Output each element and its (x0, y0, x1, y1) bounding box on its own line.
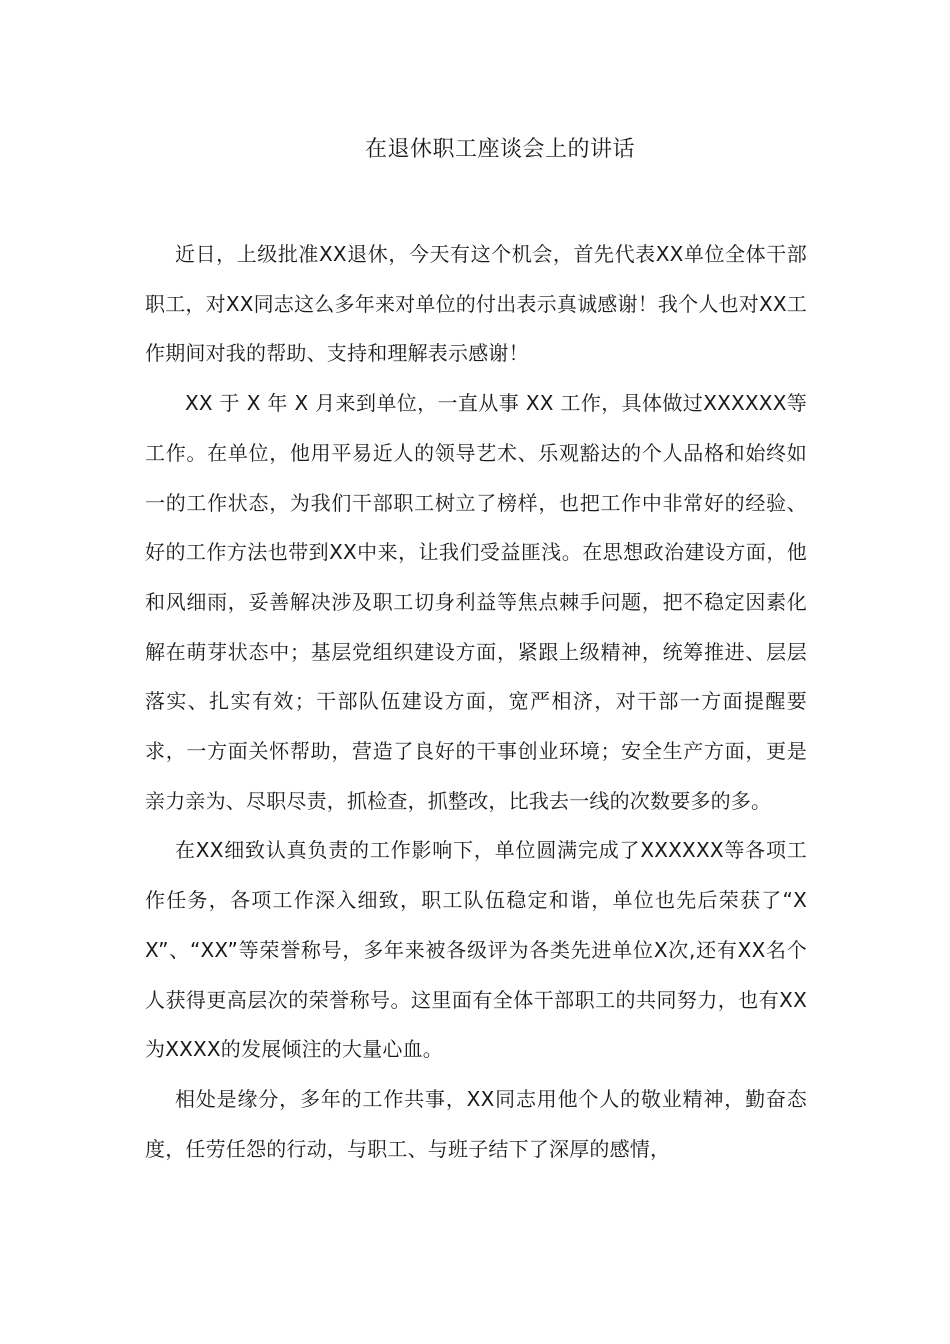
paragraph-1: 近日，上级批准XX退休，今天有这个机会，首先代表XX单位全体干部职工，对XX同志这么多年来对单位的付出表示真诚感谢！我个人也对XX工作期间对我的帮助、支持和理解表示感谢！ (145, 242, 807, 366)
paragraph-2: XX 于 X 年 X 月来到单位，一直从事 XX 工作，具体做过XXXXXX等工作。在单位，他用平易近人的领导艺术、乐观豁达的个人品格和始终如一的工作状态，为我们干部职工树立了榜样，也把工作中非常好的经验、好的工作方法也带到XX中来，让我们受益匪浅。在思想政治建设方面，他和风细雨，妥善解决涉及职工切身利益等焦点棘手问题，把不稳定因素化解在萌芽状态中；基层党组织建设方面，紧跟上级精神，统筹推进、层层落实、扎实有效；干部队伍建设方面，宽严相济，对干部一方面提醒要求，一方面关怀帮助，营造了良好的干事创业环境；安全生产方面，更是亲力亲为、尽职尽责，抓检查，抓整改，比我去一线的次数要多的多。 (145, 391, 807, 813)
document-body (145, 230, 807, 1174)
paragraph-3: 在XX细致认真负责的工作影响下，单位圆满完成了XXXXXX等各项工作任务，各项工作深入细致，职工队伍稳定和谐，单位也先后荣获了“XX”、“XX”等荣誉称号，多年来被各级评为各类先进单位X次,还有XX名个人获得更高层次的荣誉称号。这里面有全体干部职工的共同努力，也有XX为XXXX的发展倾注的大量心血。 (145, 838, 807, 1062)
document-title: 在退休职工座谈会上的讲话 (364, 137, 635, 162)
paragraph-4: 相处是缘分，多年的工作共事，XX同志用他个人的敬业精神，勤奋态度，任劳任怨的行动，与职工、与班子结下了深厚的感情， (145, 1086, 807, 1161)
